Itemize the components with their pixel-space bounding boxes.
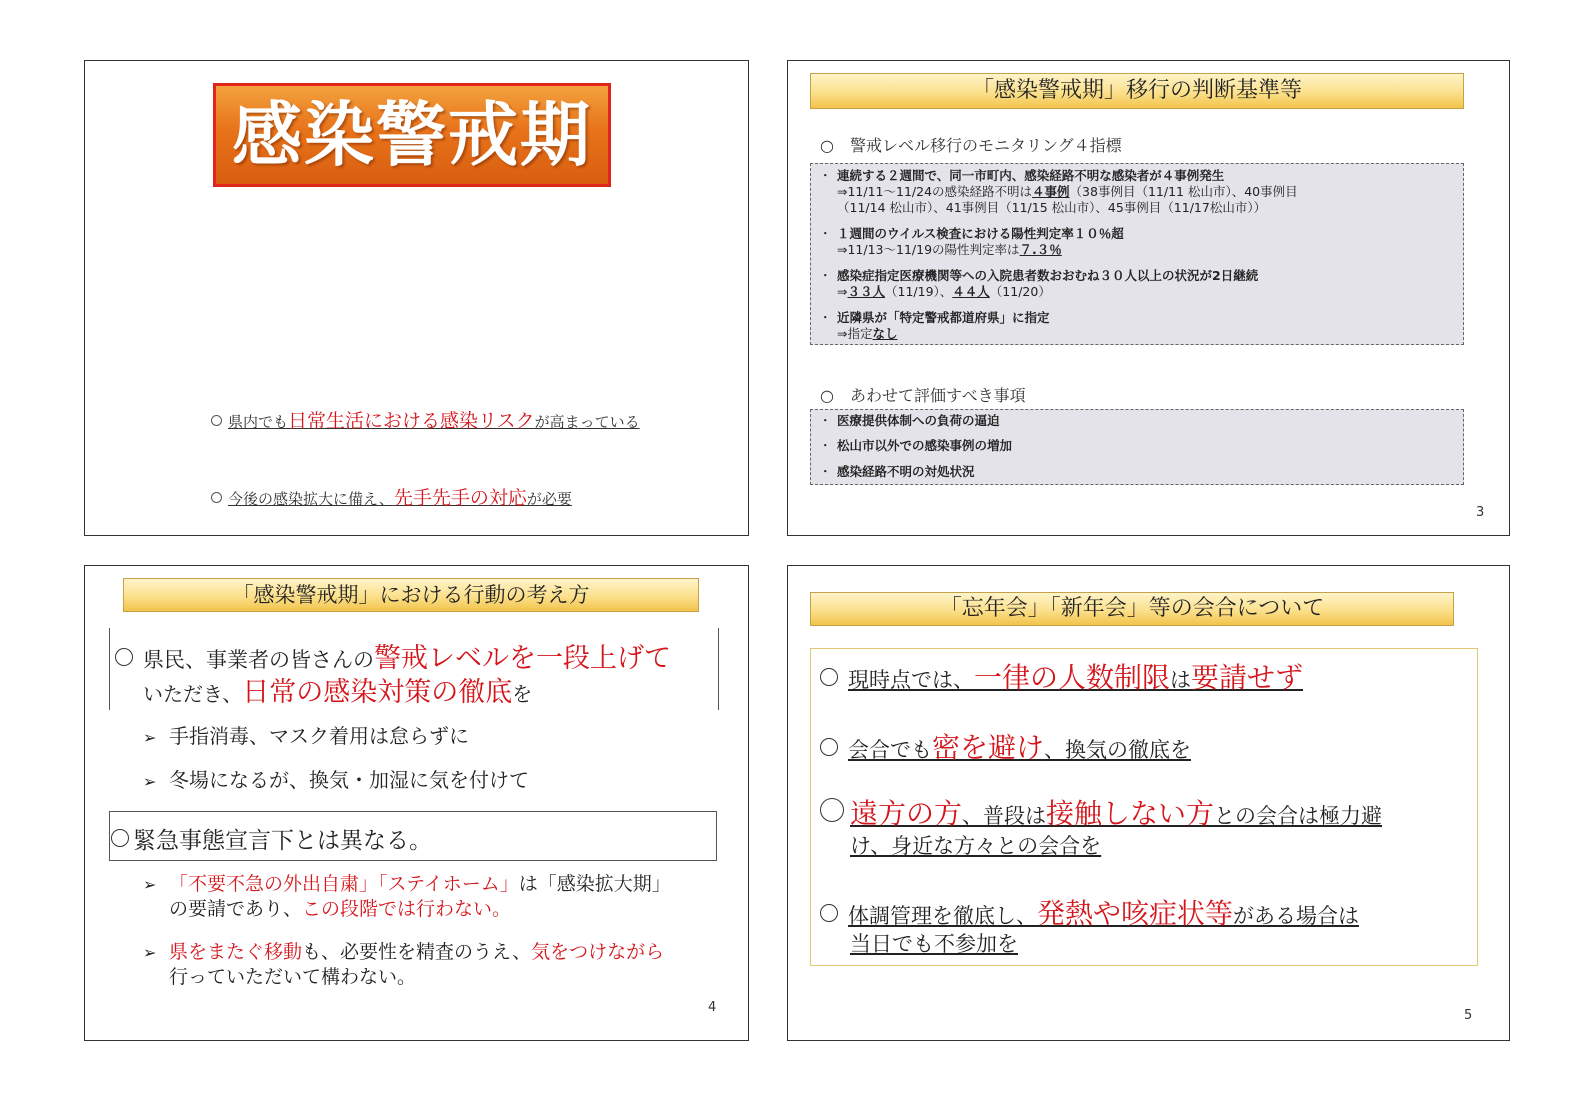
slide-3 — [84, 565, 749, 1041]
page-number: 4 — [708, 1000, 717, 1015]
slide1-line-2: 今後の感染拡大に備え、先手先手の対応が必要 — [211, 483, 572, 510]
circle-bullet-icon — [820, 738, 838, 756]
monitoring-item-2: ・ １週間のウイルス検査における陽性判定率１０％超 ⇒11/13～11/19の陽性判定率は７.３％ — [819, 226, 1124, 257]
slide2-banner: 「感染警戒期」移行の判断基準等 — [810, 73, 1464, 109]
slide3-arrow-4: ➢ 県をまたぐ移動も、必要性を精査のうえ、気をつけながら 行っていただいて構わない。 — [143, 941, 665, 988]
slide3-point-1: 県民、事業者の皆さんの警戒レベルを一段上げて — [115, 636, 671, 675]
slide-4 — [787, 565, 1510, 1041]
slide2-section-2: ○ あわせて評価すべき事項 — [820, 386, 1026, 405]
slide1-line-1: 県内でも日常生活における感染リスクが高まっている — [211, 406, 640, 433]
page-number: 5 — [1464, 1008, 1473, 1023]
slide3-point-1-cont: いただき、日常の感染対策の徹底を — [143, 677, 533, 708]
circle-bullet-icon — [820, 904, 838, 922]
evaluation-item-2: ・ 松山市以外での感染事例の増加 — [819, 438, 1013, 453]
slide2-section-1: ○ 警戒レベル移行のモニタリング４指標 — [820, 136, 1122, 155]
evaluation-item-1: ・ 医療提供体制への負荷の逼迫 — [819, 413, 1000, 428]
evaluation-item-3: ・ 感染経路不明の対処状況 — [819, 464, 975, 479]
circle-bullet-icon — [115, 648, 133, 666]
monitoring-box — [810, 163, 1464, 345]
slide3-banner: 「感染警戒期」における行動の考え方 — [123, 578, 699, 612]
slide-1 — [84, 60, 749, 536]
arrow-bullet-icon: ➢ — [143, 943, 157, 962]
circle-bullet-icon — [211, 492, 222, 503]
slide3-arrow-3: ➢ 「不要不急の外出自粛」「ステイホーム」は「感染拡大期」 の要請であり、この段階では行わない。 — [143, 873, 671, 920]
page-number: 3 — [1476, 505, 1485, 520]
slide4-item-4: 体調管理を徹底し、発熱や咳症状等がある場合は 当日でも不参加を — [820, 900, 1359, 958]
slide3-point-2: 緊急事態宣言下とは異なる。 — [111, 822, 432, 855]
slide4-item-2: 会合でも密を避け、換気の徹底を — [820, 726, 1191, 766]
monitoring-item-4: ・ 近隣県が「特定警戒都道府県」に指定 ⇒指定なし — [819, 310, 1050, 341]
circle-bullet-icon — [111, 829, 129, 847]
monitoring-item-1: ・ 連続する２週間で、同一市町内、感染経路不明な感染者が４事例発生 ⇒11/11～11/24の感染経路不明は４事例（38事例目（11/11 松山市）、40事例目 （11/14 松山市）、41事例目（11/15 松山市）、45事例目（11/17松山市）） — [819, 168, 1298, 215]
arrow-bullet-icon: ➢ — [143, 875, 157, 894]
slide1-title: 感染警戒期 — [213, 83, 611, 187]
arrow-bullet-icon: ➢ — [143, 772, 157, 791]
slide4-item-3: 遠方の方、普段は接触しない方との会合は極力避 け、身近な方々との会合を — [820, 798, 1382, 861]
slide-2 — [787, 60, 1510, 536]
circle-bullet-icon — [820, 668, 838, 686]
slide4-banner: 「忘年会」「新年会」等の会合について — [810, 592, 1454, 626]
slide3-arrow-2: ➢ 冬場になるが、換気・加湿に気を付けて — [143, 768, 529, 792]
arrow-bullet-icon: ➢ — [143, 728, 157, 747]
monitoring-item-3: ・ 感染症指定医療機関等への入院患者数おおむね３０人以上の状況が2日継続 ⇒３３人（11/19）、４４人（11/20） — [819, 268, 1259, 299]
slide3-arrow-1: ➢ 手指消毒、マスク着用は怠らずに — [143, 724, 469, 748]
circle-bullet-icon — [211, 415, 222, 426]
slide4-item-1: 現時点では、一律の人数制限は要請せず — [820, 656, 1303, 696]
evaluation-box — [810, 409, 1464, 485]
circle-bullet-icon — [820, 798, 844, 822]
